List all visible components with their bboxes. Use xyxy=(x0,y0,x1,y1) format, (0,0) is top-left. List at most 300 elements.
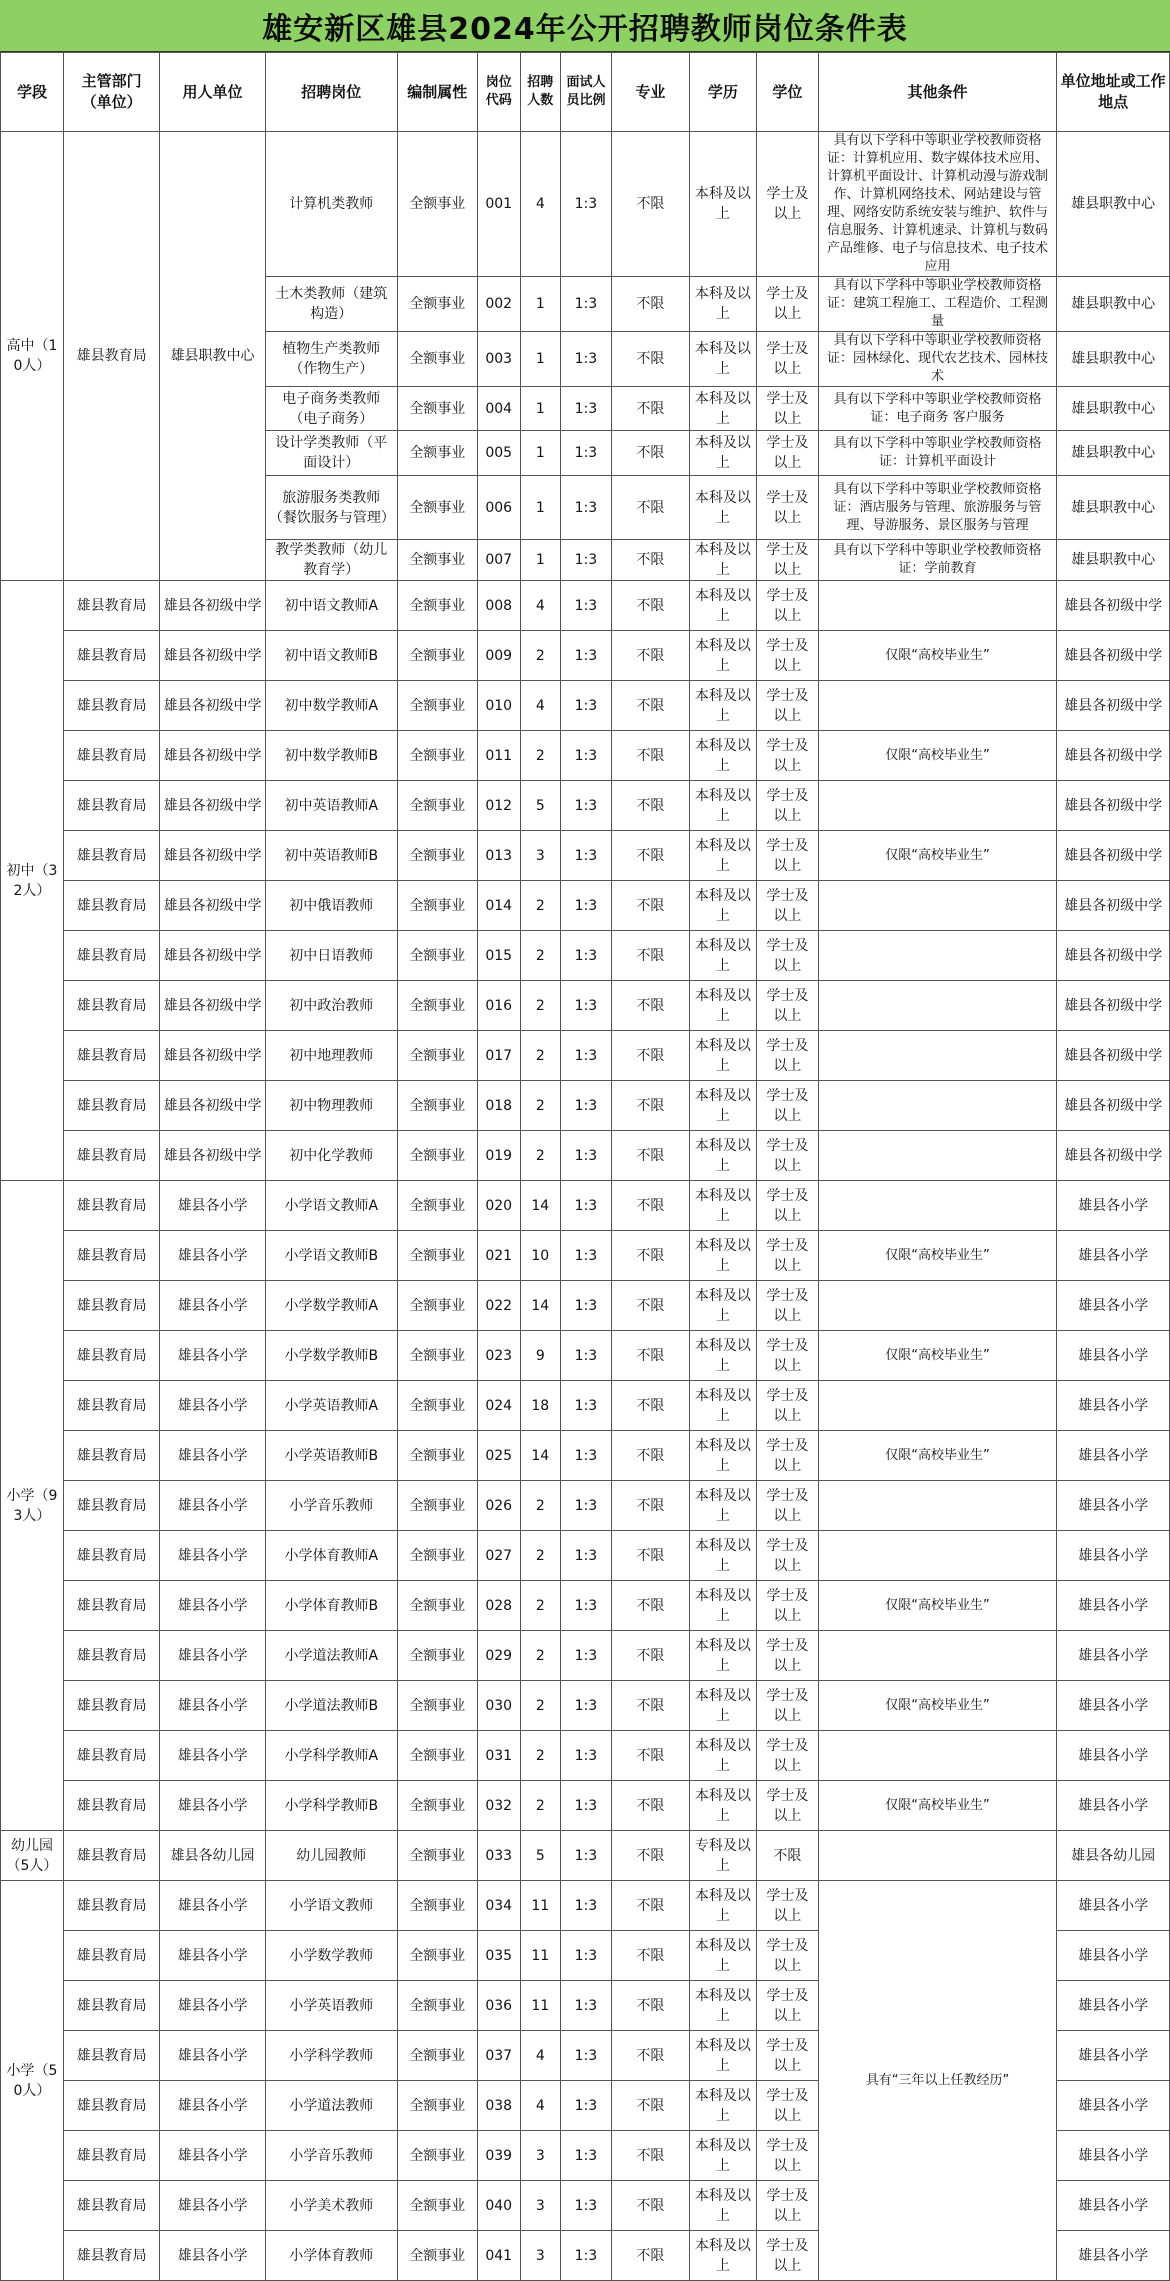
code-cell: 013 xyxy=(477,831,520,881)
post-cell: 小学道法教师 xyxy=(265,2081,397,2131)
major-cell: 不限 xyxy=(611,332,689,387)
post-cell: 小学科学教师B xyxy=(265,1781,397,1831)
edu-cell: 本科及以上 xyxy=(689,1181,756,1231)
degree-cell: 学士及以上 xyxy=(756,1031,818,1081)
other-cell xyxy=(818,1831,1056,1881)
table-row xyxy=(1,1181,1170,1231)
recruitment-table xyxy=(0,52,1170,2281)
location-cell: 雄县职教中心 xyxy=(1057,332,1170,387)
post-cell: 小学科学教师A xyxy=(265,1731,397,1781)
major-cell: 不限 xyxy=(611,1131,689,1181)
major-cell: 不限 xyxy=(611,1231,689,1281)
location-cell: 雄县各小学 xyxy=(1057,2231,1170,2281)
code-cell: 038 xyxy=(477,2081,520,2131)
dept-cell: 雄县教育局 xyxy=(63,1931,159,1981)
major-cell: 不限 xyxy=(611,831,689,881)
major-cell: 不限 xyxy=(611,1081,689,1131)
ratio-cell: 1:3 xyxy=(561,731,612,781)
unit-cell: 雄县各初级中学 xyxy=(160,681,266,731)
table-row xyxy=(1,1081,1170,1131)
location-cell: 雄县各初级中学 xyxy=(1057,1031,1170,1081)
degree-cell: 学士及以上 xyxy=(756,1581,818,1631)
code-cell: 022 xyxy=(477,1281,520,1331)
code-cell: 003 xyxy=(477,332,520,387)
type-cell: 全额事业 xyxy=(397,1681,477,1731)
unit-cell: 雄县各小学 xyxy=(160,1881,266,1931)
code-cell: 034 xyxy=(477,1881,520,1931)
edu-cell: 本科及以上 xyxy=(689,2031,756,2081)
edu-cell: 本科及以上 xyxy=(689,1931,756,1981)
type-cell: 全额事业 xyxy=(397,1481,477,1531)
ratio-cell: 1:3 xyxy=(561,476,612,540)
post-cell: 小学语文教师A xyxy=(265,1181,397,1231)
table-row xyxy=(1,132,1170,277)
major-cell: 不限 xyxy=(611,540,689,581)
type-cell: 全额事业 xyxy=(397,2131,477,2181)
edu-cell: 本科及以上 xyxy=(689,731,756,781)
location-cell: 雄县职教中心 xyxy=(1057,540,1170,581)
ratio-cell: 1:3 xyxy=(561,581,612,631)
edu-cell: 本科及以上 xyxy=(689,1631,756,1681)
unit-cell: 雄县各小学 xyxy=(160,1531,266,1581)
stage-cell: 小学（93人） xyxy=(1,1181,64,1831)
unit-cell: 雄县各初级中学 xyxy=(160,1131,266,1181)
ratio-cell: 1:3 xyxy=(561,277,612,332)
code-cell: 002 xyxy=(477,277,520,332)
other-cell xyxy=(818,1081,1056,1131)
degree-cell: 学士及以上 xyxy=(756,981,818,1031)
unit-cell: 雄县各小学 xyxy=(160,1631,266,1681)
ratio-cell: 1:3 xyxy=(561,1281,612,1331)
ratio-cell: 1:3 xyxy=(561,1081,612,1131)
post-cell: 小学英语教师B xyxy=(265,1431,397,1481)
major-cell: 不限 xyxy=(611,1181,689,1231)
type-cell: 全额事业 xyxy=(397,431,477,476)
unit-cell: 雄县各初级中学 xyxy=(160,581,266,631)
major-cell: 不限 xyxy=(611,1781,689,1831)
ratio-cell: 1:3 xyxy=(561,1631,612,1681)
edu-cell: 本科及以上 xyxy=(689,1681,756,1731)
post-cell: 初中物理教师 xyxy=(265,1081,397,1131)
dept-cell: 雄县教育局 xyxy=(63,781,159,831)
post-cell: 设计学类教师（平面设计） xyxy=(265,431,397,476)
edu-cell: 本科及以上 xyxy=(689,1231,756,1281)
type-cell: 全额事业 xyxy=(397,1031,477,1081)
ratio-cell: 1:3 xyxy=(561,1831,612,1881)
type-cell: 全额事业 xyxy=(397,981,477,1031)
num-cell: 1 xyxy=(520,540,561,581)
ratio-cell: 1:3 xyxy=(561,2031,612,2081)
edu-cell: 本科及以上 xyxy=(689,1281,756,1331)
post-cell: 初中语文教师B xyxy=(265,631,397,681)
code-cell: 021 xyxy=(477,1231,520,1281)
degree-cell: 学士及以上 xyxy=(756,2081,818,2131)
dept-cell: 雄县教育局 xyxy=(63,2231,159,2281)
stage-cell: 小学（50人） xyxy=(1,1881,64,2281)
code-cell: 004 xyxy=(477,387,520,431)
post-cell: 初中地理教师 xyxy=(265,1031,397,1081)
type-cell: 全额事业 xyxy=(397,2181,477,2231)
edu-cell: 本科及以上 xyxy=(689,431,756,476)
type-cell: 全额事业 xyxy=(397,132,477,277)
num-cell: 2 xyxy=(520,1681,561,1731)
major-cell: 不限 xyxy=(611,431,689,476)
unit-cell: 雄县各小学 xyxy=(160,2181,266,2231)
degree-cell: 学士及以上 xyxy=(756,1681,818,1731)
post-cell: 小学道法教师B xyxy=(265,1681,397,1731)
major-cell: 不限 xyxy=(611,1581,689,1631)
table-row xyxy=(1,681,1170,731)
ratio-cell: 1:3 xyxy=(561,1681,612,1731)
other-cell: 具有以下学科中等职业学校教师资格证：电子商务 客户服务 xyxy=(818,387,1056,431)
edu-cell: 本科及以上 xyxy=(689,1331,756,1381)
post-cell: 小学英语教师 xyxy=(265,1981,397,2031)
degree-cell: 学士及以上 xyxy=(756,631,818,681)
dept-cell: 雄县教育局 xyxy=(63,1781,159,1831)
major-cell: 不限 xyxy=(611,1881,689,1931)
num-cell: 4 xyxy=(520,2031,561,2081)
edu-cell: 本科及以上 xyxy=(689,2231,756,2281)
header-cell: 单位地址或工作地点 xyxy=(1057,53,1170,132)
header-cell: 其他条件 xyxy=(818,53,1056,132)
edu-cell: 本科及以上 xyxy=(689,540,756,581)
unit-cell: 雄县各小学 xyxy=(160,1431,266,1481)
other-cell: 具有以下学科中等职业学校教师资格证：酒店服务与管理、旅游服务与管理、导游服务、景区服务与管理 xyxy=(818,476,1056,540)
degree-cell: 学士及以上 xyxy=(756,931,818,981)
degree-cell: 不限 xyxy=(756,1831,818,1881)
location-cell: 雄县各小学 xyxy=(1057,1631,1170,1681)
edu-cell: 本科及以上 xyxy=(689,1731,756,1781)
ratio-cell: 1:3 xyxy=(561,1431,612,1481)
dept-cell: 雄县教育局 xyxy=(63,1281,159,1331)
location-cell: 雄县各小学 xyxy=(1057,1231,1170,1281)
num-cell: 2 xyxy=(520,631,561,681)
unit-cell: 雄县职教中心 xyxy=(160,132,266,581)
unit-cell: 雄县各小学 xyxy=(160,1781,266,1831)
edu-cell: 本科及以上 xyxy=(689,132,756,277)
num-cell: 2 xyxy=(520,1581,561,1631)
edu-cell: 本科及以上 xyxy=(689,1431,756,1481)
num-cell: 5 xyxy=(520,1831,561,1881)
major-cell: 不限 xyxy=(611,881,689,931)
other-cell: 仅限“高校毕业生” xyxy=(818,1781,1056,1831)
location-cell: 雄县各小学 xyxy=(1057,1731,1170,1781)
ratio-cell: 1:3 xyxy=(561,1731,612,1781)
location-cell: 雄县各小学 xyxy=(1057,1881,1170,1931)
edu-cell: 本科及以上 xyxy=(689,1481,756,1531)
ratio-cell: 1:3 xyxy=(561,1331,612,1381)
degree-cell: 学士及以上 xyxy=(756,1231,818,1281)
dept-cell: 雄县教育局 xyxy=(63,1981,159,2031)
num-cell: 2 xyxy=(520,881,561,931)
major-cell: 不限 xyxy=(611,1981,689,2031)
code-cell: 012 xyxy=(477,781,520,831)
ratio-cell: 1:3 xyxy=(561,2081,612,2131)
table-row xyxy=(1,1431,1170,1481)
location-cell: 雄县各小学 xyxy=(1057,1181,1170,1231)
other-cell xyxy=(818,1731,1056,1781)
post-cell: 初中俄语教师 xyxy=(265,881,397,931)
num-cell: 11 xyxy=(520,1881,561,1931)
degree-cell: 学士及以上 xyxy=(756,831,818,881)
other-cell: 具有以下学科中等职业学校教师资格证：园林绿化、现代农艺技术、园林技术 xyxy=(818,332,1056,387)
degree-cell: 学士及以上 xyxy=(756,1431,818,1481)
major-cell: 不限 xyxy=(611,1381,689,1431)
location-cell: 雄县各初级中学 xyxy=(1057,581,1170,631)
ratio-cell: 1:3 xyxy=(561,1931,612,1981)
header-cell: 主管部门（单位） xyxy=(63,53,159,132)
post-cell: 小学数学教师A xyxy=(265,1281,397,1331)
location-cell: 雄县各小学 xyxy=(1057,1981,1170,2031)
post-cell: 小学语文教师 xyxy=(265,1881,397,1931)
location-cell: 雄县各小学 xyxy=(1057,1281,1170,1331)
dept-cell: 雄县教育局 xyxy=(63,2081,159,2131)
location-cell: 雄县职教中心 xyxy=(1057,476,1170,540)
other-cell xyxy=(818,1281,1056,1331)
table-row xyxy=(1,881,1170,931)
major-cell: 不限 xyxy=(611,387,689,431)
other-cell: 仅限“高校毕业生” xyxy=(818,1681,1056,1731)
num-cell: 14 xyxy=(520,1431,561,1481)
unit-cell: 雄县各小学 xyxy=(160,1231,266,1281)
code-cell: 019 xyxy=(477,1131,520,1181)
code-cell: 033 xyxy=(477,1831,520,1881)
ratio-cell: 1:3 xyxy=(561,681,612,731)
post-cell: 教学类教师（幼儿教育学） xyxy=(265,540,397,581)
edu-cell: 本科及以上 xyxy=(689,1531,756,1581)
degree-cell: 学士及以上 xyxy=(756,2131,818,2181)
ratio-cell: 1:3 xyxy=(561,1031,612,1081)
code-cell: 027 xyxy=(477,1531,520,1581)
num-cell: 2 xyxy=(520,1631,561,1681)
unit-cell: 雄县各初级中学 xyxy=(160,831,266,881)
stage-cell: 高中（10人） xyxy=(1,132,64,581)
location-cell: 雄县各小学 xyxy=(1057,1381,1170,1431)
ratio-cell: 1:3 xyxy=(561,1581,612,1631)
unit-cell: 雄县各初级中学 xyxy=(160,731,266,781)
num-cell: 11 xyxy=(520,1981,561,2031)
location-cell: 雄县各初级中学 xyxy=(1057,831,1170,881)
code-cell: 015 xyxy=(477,931,520,981)
edu-cell: 本科及以上 xyxy=(689,981,756,1031)
degree-cell: 学士及以上 xyxy=(756,581,818,631)
ratio-cell: 1:3 xyxy=(561,881,612,931)
other-cell xyxy=(818,1381,1056,1431)
num-cell: 4 xyxy=(520,132,561,277)
edu-cell: 本科及以上 xyxy=(689,881,756,931)
num-cell: 4 xyxy=(520,681,561,731)
edu-cell: 本科及以上 xyxy=(689,277,756,332)
num-cell: 2 xyxy=(520,1531,561,1581)
post-cell: 初中数学教师B xyxy=(265,731,397,781)
type-cell: 全额事业 xyxy=(397,1181,477,1231)
table-row xyxy=(1,731,1170,781)
post-cell: 植物生产类教师（作物生产） xyxy=(265,332,397,387)
other-cell xyxy=(818,1531,1056,1581)
table-row xyxy=(1,1581,1170,1631)
type-cell: 全额事业 xyxy=(397,1381,477,1431)
ratio-cell: 1:3 xyxy=(561,981,612,1031)
type-cell: 全额事业 xyxy=(397,681,477,731)
post-cell: 幼儿园教师 xyxy=(265,1831,397,1881)
other-cell xyxy=(818,1481,1056,1531)
degree-cell: 学士及以上 xyxy=(756,540,818,581)
dept-cell: 雄县教育局 xyxy=(63,1581,159,1631)
major-cell: 不限 xyxy=(611,1681,689,1731)
type-cell: 全额事业 xyxy=(397,831,477,881)
header-cell: 用人单位 xyxy=(160,53,266,132)
location-cell: 雄县各小学 xyxy=(1057,1531,1170,1581)
num-cell: 2 xyxy=(520,731,561,781)
degree-cell: 学士及以上 xyxy=(756,1531,818,1581)
num-cell: 1 xyxy=(520,332,561,387)
location-cell: 雄县各初级中学 xyxy=(1057,781,1170,831)
edu-cell: 本科及以上 xyxy=(689,781,756,831)
other-cell: 具有“三年以上任教经历” xyxy=(818,1881,1056,2281)
major-cell: 不限 xyxy=(611,2181,689,2231)
unit-cell: 雄县各幼儿园 xyxy=(160,1831,266,1881)
major-cell: 不限 xyxy=(611,1481,689,1531)
unit-cell: 雄县各小学 xyxy=(160,1181,266,1231)
type-cell: 全额事业 xyxy=(397,1131,477,1181)
post-cell: 初中语文教师A xyxy=(265,581,397,631)
location-cell: 雄县各初级中学 xyxy=(1057,981,1170,1031)
degree-cell: 学士及以上 xyxy=(756,1781,818,1831)
code-cell: 041 xyxy=(477,2231,520,2281)
type-cell: 全额事业 xyxy=(397,631,477,681)
code-cell: 032 xyxy=(477,1781,520,1831)
location-cell: 雄县各初级中学 xyxy=(1057,931,1170,981)
major-cell: 不限 xyxy=(611,1031,689,1081)
degree-cell: 学士及以上 xyxy=(756,1931,818,1981)
num-cell: 2 xyxy=(520,1481,561,1531)
unit-cell: 雄县各初级中学 xyxy=(160,981,266,1031)
type-cell: 全额事业 xyxy=(397,931,477,981)
ratio-cell: 1:3 xyxy=(561,387,612,431)
major-cell: 不限 xyxy=(611,1531,689,1581)
ratio-cell: 1:3 xyxy=(561,540,612,581)
code-cell: 020 xyxy=(477,1181,520,1231)
num-cell: 1 xyxy=(520,476,561,540)
edu-cell: 本科及以上 xyxy=(689,1781,756,1831)
table-body xyxy=(1,132,1170,2281)
code-cell: 014 xyxy=(477,881,520,931)
table-row xyxy=(1,631,1170,681)
num-cell: 2 xyxy=(520,1781,561,1831)
other-cell xyxy=(818,981,1056,1031)
post-cell: 小学数学教师 xyxy=(265,1931,397,1981)
unit-cell: 雄县各小学 xyxy=(160,2231,266,2281)
type-cell: 全额事业 xyxy=(397,387,477,431)
other-cell: 仅限“高校毕业生” xyxy=(818,1581,1056,1631)
code-cell: 009 xyxy=(477,631,520,681)
degree-cell: 学士及以上 xyxy=(756,277,818,332)
type-cell: 全额事业 xyxy=(397,1881,477,1931)
stage-cell: 幼儿园（5人） xyxy=(1,1831,64,1881)
post-cell: 小学语文教师B xyxy=(265,1231,397,1281)
dept-cell: 雄县教育局 xyxy=(63,1481,159,1531)
num-cell: 14 xyxy=(520,1281,561,1331)
unit-cell: 雄县各小学 xyxy=(160,1281,266,1331)
major-cell: 不限 xyxy=(611,2231,689,2281)
header-cell: 学历 xyxy=(689,53,756,132)
other-cell: 仅限“高校毕业生” xyxy=(818,731,1056,781)
dept-cell: 雄县教育局 xyxy=(63,1681,159,1731)
degree-cell: 学士及以上 xyxy=(756,1881,818,1931)
degree-cell: 学士及以上 xyxy=(756,476,818,540)
ratio-cell: 1:3 xyxy=(561,2181,612,2231)
ratio-cell: 1:3 xyxy=(561,831,612,881)
location-cell: 雄县各小学 xyxy=(1057,1331,1170,1381)
other-cell xyxy=(818,881,1056,931)
num-cell: 4 xyxy=(520,581,561,631)
unit-cell: 雄县各初级中学 xyxy=(160,781,266,831)
degree-cell: 学士及以上 xyxy=(756,1631,818,1681)
major-cell: 不限 xyxy=(611,1831,689,1881)
code-cell: 018 xyxy=(477,1081,520,1131)
major-cell: 不限 xyxy=(611,631,689,681)
table-row xyxy=(1,931,1170,981)
unit-cell: 雄县各初级中学 xyxy=(160,931,266,981)
dept-cell: 雄县教育局 xyxy=(63,731,159,781)
header-cell: 学位 xyxy=(756,53,818,132)
num-cell: 3 xyxy=(520,2131,561,2181)
table-row xyxy=(1,1281,1170,1331)
other-cell xyxy=(818,931,1056,981)
degree-cell: 学士及以上 xyxy=(756,1131,818,1181)
num-cell: 4 xyxy=(520,2081,561,2131)
dept-cell: 雄县教育局 xyxy=(63,1881,159,1931)
dept-cell: 雄县教育局 xyxy=(63,981,159,1031)
table-row xyxy=(1,1131,1170,1181)
code-cell: 026 xyxy=(477,1481,520,1531)
type-cell: 全额事业 xyxy=(397,1981,477,2031)
edu-cell: 本科及以上 xyxy=(689,1381,756,1431)
type-cell: 全额事业 xyxy=(397,277,477,332)
major-cell: 不限 xyxy=(611,731,689,781)
degree-cell: 学士及以上 xyxy=(756,431,818,476)
type-cell: 全额事业 xyxy=(397,1581,477,1631)
major-cell: 不限 xyxy=(611,1331,689,1381)
ratio-cell: 1:3 xyxy=(561,1881,612,1931)
dept-cell: 雄县教育局 xyxy=(63,681,159,731)
ratio-cell: 1:3 xyxy=(561,1131,612,1181)
ratio-cell: 1:3 xyxy=(561,1381,612,1431)
other-cell: 具有以下学科中等职业学校教师资格证：计算机应用、数字媒体技术应用、计算机平面设计、计算机动漫与游戏制作、计算机网络技术、网站建设与管理、网络安防系统安装与维护、软件与信息服务、计算机速录、计算机与数码产品维修、电子与信息技术、电子技术应用 xyxy=(818,132,1056,277)
type-cell: 全额事业 xyxy=(397,1431,477,1481)
major-cell: 不限 xyxy=(611,1281,689,1331)
code-cell: 023 xyxy=(477,1331,520,1381)
major-cell: 不限 xyxy=(611,277,689,332)
code-cell: 030 xyxy=(477,1681,520,1731)
degree-cell: 学士及以上 xyxy=(756,2031,818,2081)
degree-cell: 学士及以上 xyxy=(756,881,818,931)
ratio-cell: 1:3 xyxy=(561,781,612,831)
other-cell xyxy=(818,1031,1056,1081)
table-row xyxy=(1,1631,1170,1681)
type-cell: 全额事业 xyxy=(397,1631,477,1681)
type-cell: 全额事业 xyxy=(397,332,477,387)
edu-cell: 本科及以上 xyxy=(689,631,756,681)
type-cell: 全额事业 xyxy=(397,581,477,631)
ratio-cell: 1:3 xyxy=(561,2131,612,2181)
header-cell: 招聘岗位 xyxy=(265,53,397,132)
num-cell: 2 xyxy=(520,931,561,981)
other-cell xyxy=(818,681,1056,731)
dept-cell: 雄县教育局 xyxy=(63,881,159,931)
other-cell xyxy=(818,1631,1056,1681)
dept-cell: 雄县教育局 xyxy=(63,831,159,881)
